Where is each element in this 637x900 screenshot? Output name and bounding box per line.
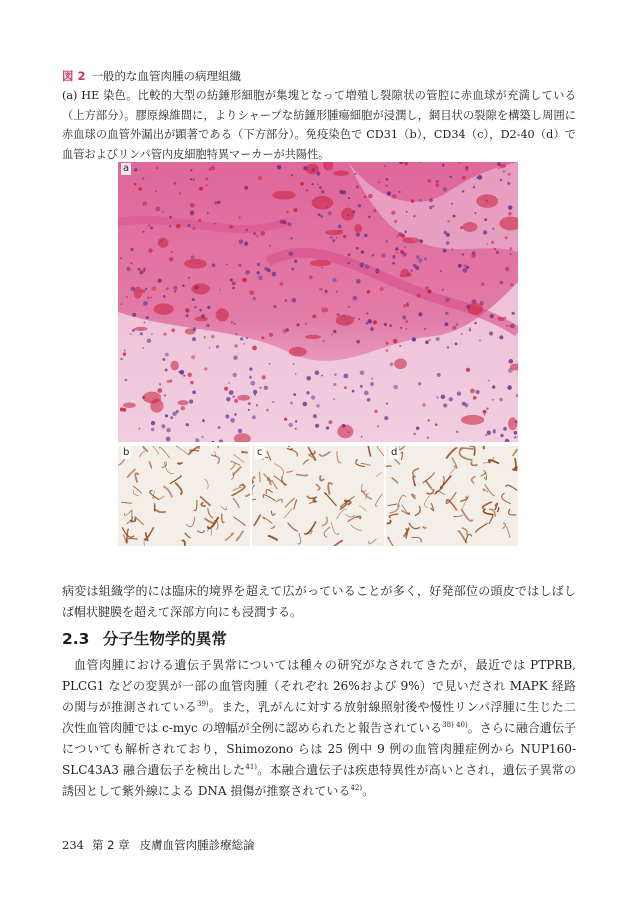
figure-label: 図 2	[62, 69, 86, 83]
panel-label-b: b	[123, 447, 130, 458]
chapter-title: 皮膚血管肉腫診療総論	[139, 838, 255, 852]
panel-label-a: a	[123, 163, 130, 174]
histology-figure	[118, 162, 518, 546]
body-paragraph-2	[62, 655, 576, 802]
cd34-stain-panel	[252, 446, 384, 546]
paragraph-text: 。さらに融合遺伝子についても解析されており，Shimozono らは 25 例中 9 例の血管肉腫症例から NUP160-SLC43A3 融合遺伝子を検出した	[62, 721, 576, 777]
figure-title-line	[62, 68, 576, 85]
cd34-stain-image	[252, 446, 384, 546]
cd31-stain-panel	[118, 446, 250, 546]
figure-description: (a) HE 染色。比較的大型の紡錘形細胞が集塊となって増殖し裂隙状の管腔に赤血球が充満している（上方部分）。膠原線維間に，よりシャープな紡錘形腫瘍細胞が浸潤し，網目状の裂隙を構築し周囲に赤血球の血管外漏出が顕著である（下方部分）。免疫染色で CD31（b），CD34（c），D2-40（d）で血管およびリンパ管内皮細胞特異マーカーが共陽性。	[62, 89, 576, 161]
panel-label-c: c	[257, 447, 263, 458]
paragraph-text: 。また，乳がんに対する放射線照射後や慢性リンパ浮腫に生じた二次性血管肉腫では c-myc の増幅が全例に認められたと報告されている	[62, 700, 576, 735]
page-footer	[62, 837, 255, 853]
citation-ref: 42)	[350, 784, 363, 792]
citation-ref: 41)	[245, 763, 258, 771]
paragraph-text: 。本融合遺伝子は疾患特異性が高いとされ，遺伝子異常の誘因として紫外線による DNA 損傷が推察されている	[62, 763, 576, 798]
he-stain-panel	[118, 162, 518, 442]
citation-ref: 38) 40)	[442, 721, 468, 729]
figure-caption	[62, 68, 576, 164]
he-stain-image	[118, 162, 518, 442]
section-heading	[62, 627, 227, 649]
body-paragraph-1: 病変は組織学的には臨床的境界を超えて広がっていることが多く，好発部位の頭皮ではしばしば帽状腱膜を超えて深部方向にも浸潤する。	[62, 584, 576, 619]
citation-ref: 39)	[197, 700, 209, 708]
panel-label-d: d	[391, 447, 398, 458]
section-number: 2.3	[62, 630, 90, 648]
page-number: 234	[62, 838, 84, 852]
paragraph-text: 。	[362, 784, 375, 798]
cd31-stain-image	[118, 446, 250, 546]
paragraph-text: 血管肉腫における遺伝子異常については種々の研究がなされてきたが，最近では PTPRB, PLCG1 などの変異が一部の血管肉腫（それぞれ 26%および 9%）で見いだされ MAPK 経路の関与が推測されている	[62, 658, 576, 714]
chapter-number: 第 2 章	[91, 838, 130, 852]
figure-title: 一般的な血管肉腫の病理組織	[91, 69, 242, 83]
d2-40-stain-panel	[386, 446, 518, 546]
d2-40-stain-image	[386, 446, 518, 546]
section-title: 分子生物学的異常	[102, 630, 227, 648]
